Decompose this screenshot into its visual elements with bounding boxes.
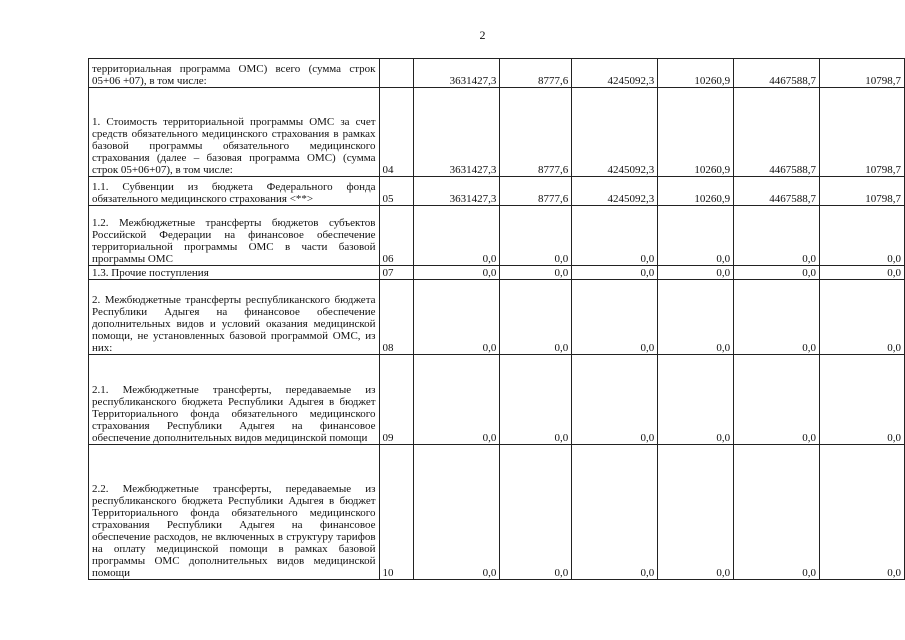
value-cell: 4467588,7 <box>734 177 820 206</box>
value-cell: 8777,6 <box>500 177 572 206</box>
row-code: 04 <box>379 88 414 177</box>
value-cell: 0,0 <box>820 445 905 580</box>
value-cell: 0,0 <box>414 206 500 266</box>
value-cell: 0,0 <box>414 266 500 280</box>
value-cell: 0,0 <box>734 355 820 445</box>
table-row <box>89 88 905 177</box>
financing-table <box>88 58 905 580</box>
value-cell: 0,0 <box>734 206 820 266</box>
value-cell: 0,0 <box>414 280 500 355</box>
value-cell: 0,0 <box>572 355 658 445</box>
value-cell: 0,0 <box>500 206 572 266</box>
value-cell: 4245092,3 <box>572 59 658 88</box>
value-cell: 10260,9 <box>658 177 734 206</box>
value-cell: 4467588,7 <box>734 59 820 88</box>
value-cell: 10260,9 <box>658 88 734 177</box>
table-row <box>89 266 905 280</box>
value-cell: 0,0 <box>414 355 500 445</box>
table-row <box>89 445 905 580</box>
value-cell: 4245092,3 <box>572 177 658 206</box>
table-row <box>89 280 905 355</box>
row-code: 09 <box>379 355 414 445</box>
value-cell: 0,0 <box>500 355 572 445</box>
value-cell: 0,0 <box>658 280 734 355</box>
value-cell: 10798,7 <box>820 59 905 88</box>
table-row <box>89 206 905 266</box>
value-cell: 0,0 <box>572 445 658 580</box>
value-cell: 8777,6 <box>500 88 572 177</box>
row-code: 10 <box>379 445 414 580</box>
value-cell: 0,0 <box>820 206 905 266</box>
row-description: 1.3. Прочие поступления <box>89 266 380 280</box>
table-row <box>89 355 905 445</box>
row-code: 05 <box>379 177 414 206</box>
value-cell: 0,0 <box>734 445 820 580</box>
value-cell: 0,0 <box>658 206 734 266</box>
value-cell: 0,0 <box>500 445 572 580</box>
value-cell: 0,0 <box>658 266 734 280</box>
value-cell: 8777,6 <box>500 59 572 88</box>
row-description: 1. Стоимость территориальной программы ОМС за счет средств обязательного медицинского страхования в рамках базовой программы обязательного медицинского страхования (далее – базовая программа ОМС) (сумма строк 05+06+07), в том числе: <box>89 88 380 177</box>
row-description: 1.1. Субвенции из бюджета Федерального фонда обязательного медицинского страхования <**> <box>89 177 380 206</box>
value-cell: 0,0 <box>820 355 905 445</box>
row-description: 2. Межбюджетные трансферты республиканского бюджета Республики Адыгея на финансовое обеспечение дополнительных видов и условий оказания медицинской помощи, не установленных базовой программой ОМС, из них: <box>89 280 380 355</box>
value-cell: 3631427,3 <box>414 88 500 177</box>
value-cell: 0,0 <box>572 266 658 280</box>
row-code <box>379 59 414 88</box>
value-cell: 0,0 <box>500 280 572 355</box>
page-number: 2 <box>479 28 486 42</box>
value-cell: 10798,7 <box>820 177 905 206</box>
value-cell: 3631427,3 <box>414 177 500 206</box>
row-description: 1.2. Межбюджетные трансферты бюджетов субъектов Российской Федерации на финансовое обеспечение территориальной программы ОМС в части базовой программы ОМС <box>89 206 380 266</box>
row-code: 06 <box>379 206 414 266</box>
row-code: 08 <box>379 280 414 355</box>
value-cell: 4467588,7 <box>734 88 820 177</box>
value-cell: 0,0 <box>658 355 734 445</box>
value-cell: 4245092,3 <box>572 88 658 177</box>
value-cell: 0,0 <box>658 445 734 580</box>
value-cell: 3631427,3 <box>414 59 500 88</box>
row-code: 07 <box>379 266 414 280</box>
row-description: территориальная программа ОМС) всего (сумма строк 05+06 +07), в том числе: <box>89 59 380 88</box>
table-row <box>89 177 905 206</box>
value-cell: 0,0 <box>734 266 820 280</box>
value-cell: 10260,9 <box>658 59 734 88</box>
value-cell: 0,0 <box>572 206 658 266</box>
value-cell: 0,0 <box>500 266 572 280</box>
value-cell: 0,0 <box>734 280 820 355</box>
value-cell: 0,0 <box>820 280 905 355</box>
table-row <box>89 59 905 88</box>
row-description: 2.2. Межбюджетные трансферты, передаваемые из республиканского бюджета Республики Адыгея в бюджет Территориального фонда обязательного медицинского страхования Республики Адыгея на финансовое обеспечение расходов, не включенных в структуру тарифов на оплату медицинской помощи в рамках базовой программы ОМС дополнительных видов медицинской помощи <box>89 445 380 580</box>
value-cell: 0,0 <box>572 280 658 355</box>
value-cell: 10798,7 <box>820 88 905 177</box>
value-cell: 0,0 <box>820 266 905 280</box>
value-cell: 0,0 <box>414 445 500 580</box>
row-description: 2.1. Межбюджетные трансферты, передаваемые из республиканского бюджета Республики Адыгея в бюджет Территориального фонда обязательного медицинского страхования Республики Адыгея на финансовое обеспечение дополнительных видов медицинской помощи <box>89 355 380 445</box>
